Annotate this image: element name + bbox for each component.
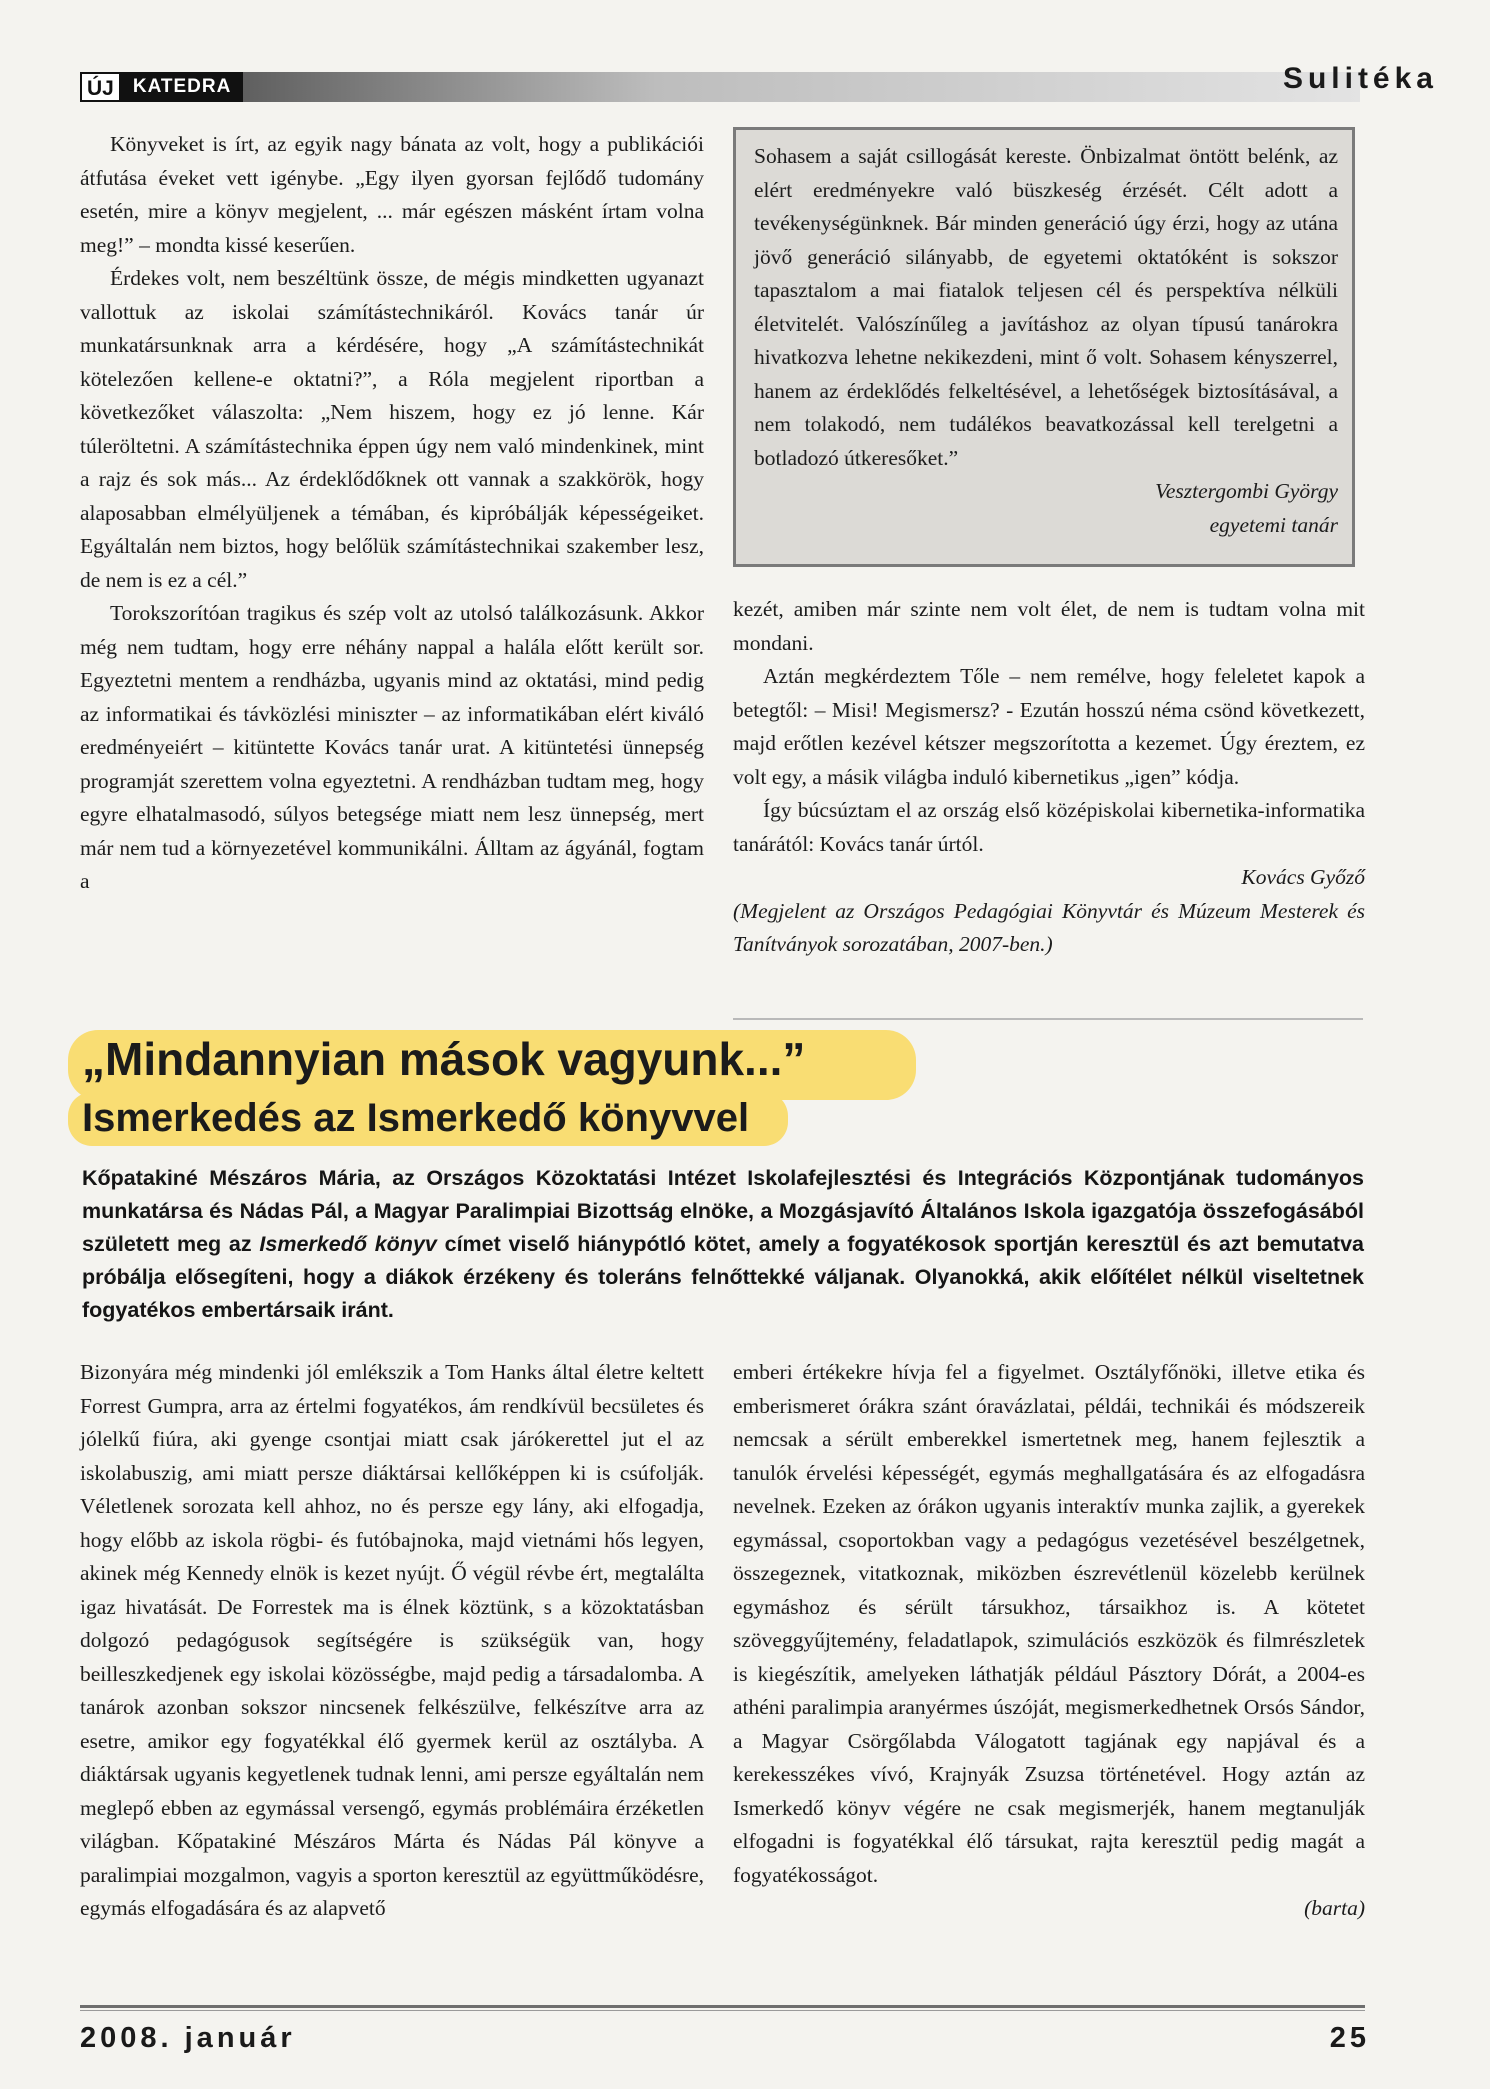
paragraph: Könyveket is írt, az egyik nagy bánata az volt, hogy a publikációi átfutása éveket vett igénybe. „Egy ilyen gyorsan fejlődő tudomány esetén, mire a könyv megjelent, ... már egészen másként írtam volna meg!” – mondta kissé keserűen.	[80, 132, 704, 257]
quote-box	[733, 127, 1355, 567]
quote-text: Sohasem a saját csillogását kereste. Önbizalmat öntött belénk, az elért eredményekre való büszkeség érzését. Célt adott a tevékenységünknek. Bár minden generáció úgy érzi, hogy az utána jövő generáció silányabb, de egyetemi oktatóként is sokszor tapasztalom a mai fiatalok teljesen cél és perspektíva nélküli életvitelét. Valószínűleg a javításhoz az olyan típusú tanárokra hivatkozva lehetne nekikezdeni, mint ő volt. Sohasem kényszerrel, hanem az érdeklődés felkeltésével, a lehetőségek biztosításával, a nem tolakodó, nem tudálékos beavatkozással kell terelgetni a botladozó útkeresőket.”	[754, 144, 1338, 470]
paragraph: Aztán megkérdeztem Tőle – nem remélve, hogy feleletet kapok a betegtől: – Misi! Megismersz? - Ezután hosszú néma csönd következett, majd erőtlen kezével kétszer megszorította a kezemet. Úgy éreztem, ez volt egy, a másik világba induló kibernetikus „igen” kódja.	[733, 664, 1365, 789]
article-lead	[82, 1162, 1364, 1327]
paragraph: Bizonyára még mindenki jól emlékszik a Tom Hanks által életre keltett Forrest Gumpra, arra az értelmi fogyatékos, ám rendkívül becsületes és jólelkű fiúra, aki gyenge csontjai miatt csak járókerettel jut el az iskolabuszig, ami miatt persze diáktársai kellőképpen ki is csúfolják. Véletlenek sorozata kell ahhoz, no és persze egy lány, aki elfogadja, hogy előbb az iskola rögbi- és futóbajnoka, majd vietnámi hős legyen, akinek még Kennedy elnök is kezet nyújt. Ő végül révbe ért, megtalálta igaz hivatását. De Forrestek ma is élnek köztünk, s a közoktatásban dolgozó pedagógusok segítségére is szükségük van, hogy beilleszkedjenek egy iskolai közösségbe, majd pedig a társadalomba. A tanárok azonban sokszor nincsenek felkészülve, felkészítve arra az esetre, amikor egy fogyatékkal élő gyermek kerül az osztályba. A diáktársak ugyanis kegyetlenek tudnak lenni, ami persze egyáltalán nem meglepő ebben az egymással versengő, egymás problémáira érzéketlen világban. Kőpatakiné Mészáros Márta és Nádas Pál könyve a paralimpiai mozgalmon, vagyis a sporton keresztül az együttműködésre, egymás elfogadására és az alapvető	[80, 1360, 704, 1920]
article2-right-column	[733, 1356, 1365, 1926]
article-subheadline: Ismerkedés az Ismerkedő könyvvel	[82, 1096, 750, 1140]
logo-uj: ÚJ	[80, 72, 121, 102]
paragraph: kezét, amiben már szinte nem volt élet, de nem is tudtam volna mit mondani.	[733, 597, 1365, 655]
article-author: Kovács Győző	[1241, 865, 1365, 889]
footer-rule-thin	[80, 2010, 1365, 2011]
paragraph: Érdekes volt, nem beszéltünk össze, de mégis mindketten ugyanazt vallottuk az iskolai számítástechnikáról. Kovács tanár úr munkatársunknak arra a kérdésére, hogy „A számítástechnikát kötelezően kellene-e oktatni?”, a Róla megjelent riportban a következőket válaszolta: „Nem hiszem, hogy ez jó lenne. Kár túleröltetni. A számítástechnika éppen úgy nem való mindenkinek, mint a rajz és sok más... Az érdeklődőknek ott vannak a szakkörök, hogy alaposabban elmélyüljenek a témában, és kipróbálják képességeiket. Egyáltalán nem biztos, hogy belőlük számítástechnikai szakember lesz, de nem is ez a cél.”	[80, 266, 704, 592]
divider	[733, 1018, 1363, 1020]
paragraph: Így búcsúztam el az ország első középiskolai kibernetika-informatika tanárától: Kovács tanár úrtól.	[733, 798, 1365, 856]
magazine-logo	[80, 72, 243, 102]
quote-author: Vesztergombi György	[1155, 479, 1338, 503]
source-note: (Megjelent az Országos Pedagógiai Könyvtár és Múzeum Mesterek és Tanítványok sorozatában, 2007-ben.)	[733, 898, 1365, 956]
article2-left-column	[80, 1356, 704, 1926]
paragraph: Torokszorítóan tragikus és szép volt az utolsó találkozásunk. Akkor még nem tudtam, hogy erre néhány nappal a halála előtt került sor. Egyeztetni mentem a rendházba, ugyanis mind az oktatási, mind pedig az informatikai és távközlési miniszter – az informatikában elért kiváló eredményeiért – kitüntette Kovács tanár urat. A kitüntetési ünnepség programját szerettem volna egyeztetni. A rendházban tudtam meg, hogy egyre elhatalmasodó, súlyos betegsége miatt nem lesz ünnepség, mert már nem tud a környezetével kommunikálni. Álltam az ágyánál, fogtam a	[80, 601, 704, 893]
article-headline: „Mindannyian mások vagyunk...”	[82, 1033, 806, 1085]
lead-book-title: Ismerkedő könyv	[259, 1232, 437, 1256]
quote-author-title: egyetemi tanár	[1209, 512, 1338, 537]
footer-rule	[80, 2005, 1365, 2008]
lead-text-end: címet viselő hiánypótló kötet, amely a fogyatékosok sportján keresztül és azt bemutatva próbálja elősegíteni, hogy a diákok érzékeny és toleráns felnőttekké váljanak. Olyanokká, akik előítélet nélkül viseltetnek fogyatékos embertársaik iránt.	[82, 1232, 1364, 1322]
lead-text: Kőpatakiné Mészáros Mária, az Országos Közoktatási Intézet Iskolafejlesztési és Integrációs Központjának tudományos munkatársa és Nádas Pál, a Magyar Paralimpiai Bizottság elnöke, a Mozgásjavító Általános Iskola igazgatója összefogásából született meg az	[82, 1166, 1364, 1256]
logo-name: KATEDRA	[121, 72, 243, 102]
issue-date: 2008. január	[80, 2022, 296, 2054]
article1-left-column	[80, 128, 704, 899]
section-title: Sulitéka	[1282, 62, 1438, 95]
page-number: 25	[1329, 2022, 1370, 2054]
header-band	[80, 72, 1360, 102]
article1-right-column	[733, 593, 1365, 962]
article-signature: (barta)	[1304, 1896, 1365, 1920]
paragraph: emberi értékekre hívja fel a figyelmet. Osztályfőnöki, illetve etika és emberismeret órákra szánt óravázlatai, példái, technikái és módszereik nemcsak a sérült emberekkel ismertetnek meg, hanem fejlesztik a tanulók érvelési képességét, egymás meghallgatására és az elfogadásra nevelnek. Ezeken az órákon ugyanis interaktív munka zajlik, a gyerekek egymással, csoportokban vagy a pedagógus vezetésével beszélgetnek, összegeznek, vitatkoznak, miközben észrevétlenül közelebb kerülnek egymáshoz és sérült társukhoz, társaikhoz is. A kötetet szöveggyűjtemény, feladatlapok, szimulációs eszközök és filmrészletek is kiegészítik, amelyeken láthatják például Pásztory Dórát, a 2004-es athéni paralimpia aranyérmes úszóját, megismerkedhetnek Orsós Sándor, a Magyar Csörgőlabda Válogatott tagjának egy napjával és a kerekesszékes vívó, Krajnyák Zsuzsa történetével. Hogy aztán az Ismerkedő könyv végére ne csak megismerjék, hanem megtanulják elfogadni is fogyatékkal élő társukat, rajta keresztül pedig magát a fogyatékosságot.	[733, 1360, 1365, 1887]
